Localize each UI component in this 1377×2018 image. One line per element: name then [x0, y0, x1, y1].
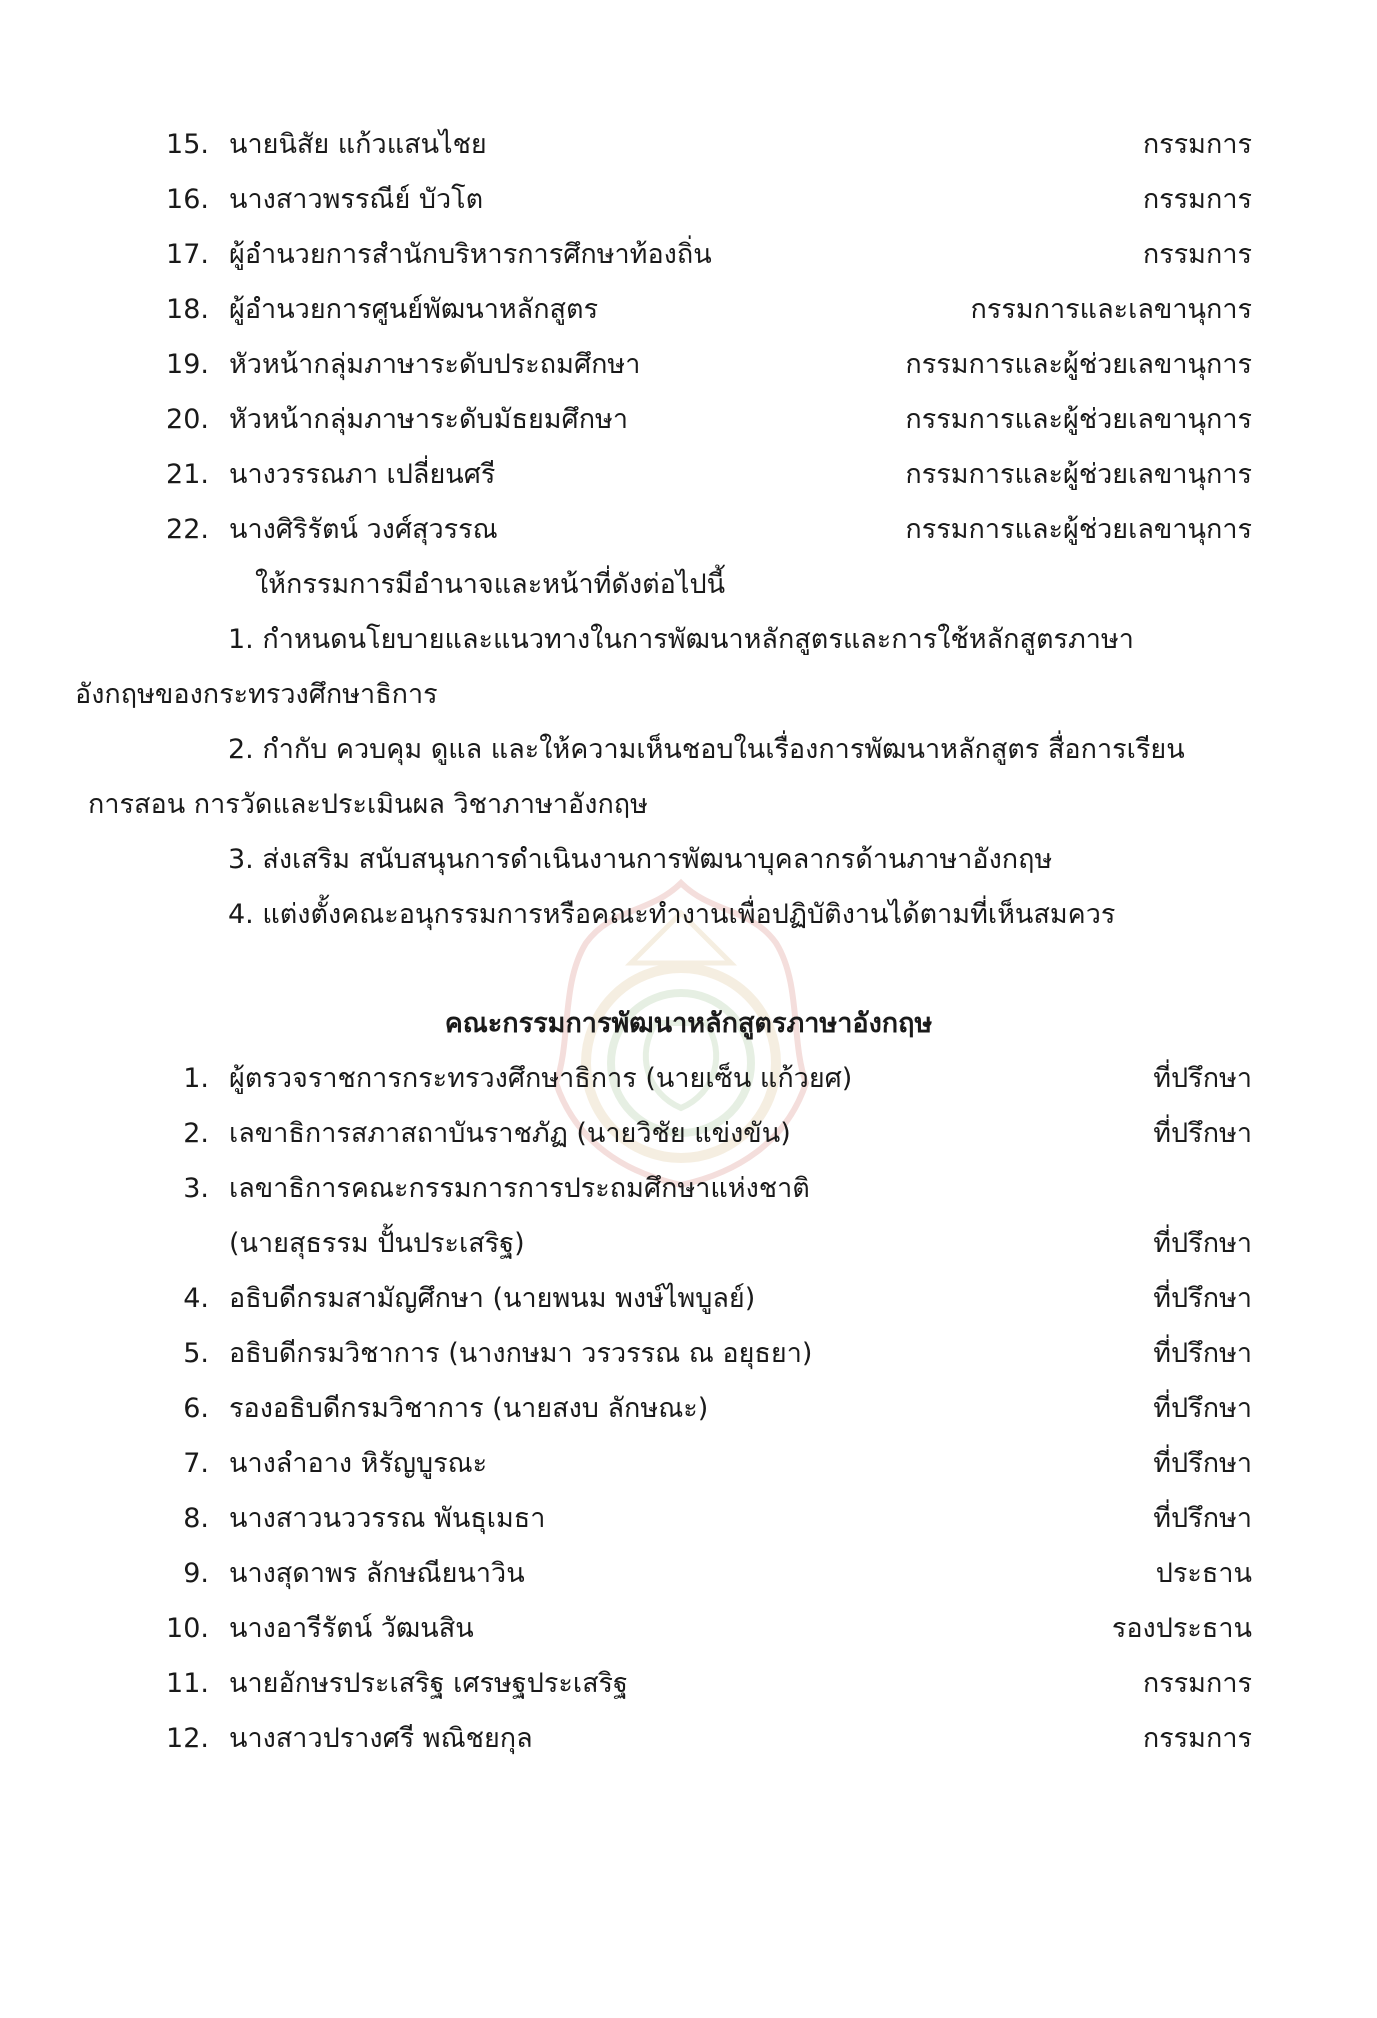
duty-item-continuation: การสอน การวัดและประเมินผล วิชาภาษาอังกฤษ [88, 789, 648, 820]
list-item [0, 502, 1377, 558]
member-role: ที่ปรึกษา [1153, 1393, 1252, 1424]
list-item [0, 172, 1377, 228]
item-number: 12. [166, 1723, 209, 1754]
duty-item: 2. กำกับ ควบคุม ดูแล และให้ความเห็นชอบในเรื่องการพัฒนาหลักสูตร สื่อการเรียน [228, 734, 1185, 765]
item-number: 11. [166, 1668, 209, 1699]
member-name: เลขาธิการสภาสถาบันราชภัฏ (นายวิชัย แข่งขัน) [229, 1118, 791, 1149]
list-item [0, 1601, 1377, 1657]
list-item [0, 1436, 1377, 1492]
list-item [0, 227, 1377, 283]
item-number: 20. [166, 404, 209, 435]
member-name: เลขาธิการคณะกรรมการการประถมศึกษาแห่งชาติ [229, 1173, 810, 1204]
list-item [0, 1711, 1377, 1767]
member-name: หัวหน้ากลุ่มภาษาระดับมัธยมศึกษา [229, 404, 629, 435]
item-number: 9. [183, 1558, 209, 1589]
member-role: กรรมการ [1142, 1723, 1252, 1754]
list-item [0, 117, 1377, 173]
member-name: นางสาวนววรรณ พันธุเมธา [229, 1503, 546, 1534]
list-item-continuation [0, 1216, 1377, 1272]
member-role: กรรมการ [1142, 184, 1252, 215]
member-role: ที่ปรึกษา [1153, 1063, 1252, 1094]
duty-item-continuation: อังกฤษของกระทรวงศึกษาธิการ [75, 679, 438, 710]
list-item [0, 447, 1377, 503]
duty-item: 4. แต่งตั้งคณะอนุกรรมการหรือคณะทำงานเพื่อปฏิบัติงานได้ตามที่เห็นสมควร [228, 899, 1116, 930]
member-name: นางสาวปรางศรี พณิชยกุล [229, 1723, 533, 1754]
member-role: กรรมการและผู้ช่วยเลขานุการ [905, 514, 1252, 545]
member-role: กรรมการและผู้ช่วยเลขานุการ [905, 404, 1252, 435]
list-item [0, 282, 1377, 338]
item-number: 2. [183, 1118, 209, 1149]
item-number: 8. [183, 1503, 209, 1534]
member-role: ที่ปรึกษา [1153, 1228, 1252, 1259]
item-number: 3. [183, 1173, 209, 1204]
member-name: รองอธิบดีกรมวิชาการ (นายสงบ ลักษณะ) [229, 1393, 709, 1424]
member-role: ที่ปรึกษา [1153, 1118, 1252, 1149]
duties-intro: ให้กรรมการมีอำนาจและหน้าที่ดังต่อไปนี้ [255, 569, 726, 600]
member-name: นางศิริรัตน์ วงศ์สุวรรณ [229, 514, 498, 545]
member-role: กรรมการ [1142, 239, 1252, 270]
list-item [0, 1326, 1377, 1382]
item-number: 7. [183, 1448, 209, 1479]
member-name: นางวรรณภา เปลี่ยนศรี [229, 459, 496, 490]
member-role: ประธาน [1155, 1558, 1252, 1589]
member-name: นางลำอาง หิรัญบูรณะ [229, 1448, 488, 1479]
member-name: หัวหน้ากลุ่มภาษาระดับประถมศึกษา [229, 349, 641, 380]
member-role: กรรมการและผู้ช่วยเลขานุการ [905, 349, 1252, 380]
list-item [0, 1051, 1377, 1107]
member-role: ที่ปรึกษา [1153, 1283, 1252, 1314]
member-role: กรรมการและผู้ช่วยเลขานุการ [905, 459, 1252, 490]
list-item [0, 1546, 1377, 1602]
item-number: 5. [183, 1338, 209, 1369]
member-name: นายนิสัย แก้วแสนไชย [229, 129, 487, 160]
item-number: 18. [166, 294, 209, 325]
member-name: นางสุดาพร ลักษณียนาวิน [229, 1558, 525, 1589]
list-item [0, 1656, 1377, 1712]
list-item [0, 1106, 1377, 1162]
member-role: รองประธาน [1111, 1613, 1252, 1644]
item-number: 15. [166, 129, 209, 160]
member-role: ที่ปรึกษา [1153, 1338, 1252, 1369]
member-name: นายอักษรประเสริฐ เศรษฐประเสริฐ [229, 1668, 628, 1699]
member-role: กรรมการ [1142, 1668, 1252, 1699]
item-number: 21. [166, 459, 209, 490]
member-role: ที่ปรึกษา [1153, 1503, 1252, 1534]
item-number: 17. [166, 239, 209, 270]
item-number: 19. [166, 349, 209, 380]
item-number: 1. [183, 1063, 209, 1094]
item-number: 22. [166, 514, 209, 545]
item-number: 6. [183, 1393, 209, 1424]
member-name: อธิบดีกรมวิชาการ (นางกษมา วรวรรณ ณ อยุธยา) [229, 1338, 813, 1369]
item-number: 4. [183, 1283, 209, 1314]
member-role: กรรมการและเลขานุการ [970, 294, 1252, 325]
member-name: อธิบดีกรมสามัญศึกษา (นายพนม พงษ์ไพบูลย์) [229, 1283, 756, 1314]
item-number: 10. [166, 1613, 209, 1644]
member-name: นางสาวพรรณีย์ บัวโต [229, 184, 484, 215]
section-heading: คณะกรรมการพัฒนาหลักสูตรภาษาอังกฤษ [444, 1008, 933, 1039]
list-item [0, 1271, 1377, 1327]
member-role: กรรมการ [1142, 129, 1252, 160]
member-role: ที่ปรึกษา [1153, 1448, 1252, 1479]
duty-item: 1. กำหนดนโยบายและแนวทางในการพัฒนาหลักสูตรและการใช้หลักสูตรภาษา [228, 624, 1134, 655]
list-item [0, 1381, 1377, 1437]
list-item [0, 1491, 1377, 1547]
list-item [0, 392, 1377, 448]
item-number: 16. [166, 184, 209, 215]
member-name: ผู้อำนวยการสำนักบริหารการศึกษาท้องถิ่น [229, 239, 712, 270]
member-name: นางอารีรัตน์ วัฒนสิน [229, 1613, 474, 1644]
list-item [0, 337, 1377, 393]
list-item [0, 1161, 1377, 1217]
duty-item: 3. ส่งเสริม สนับสนุนการดำเนินงานการพัฒนาบุคลากรด้านภาษาอังกฤษ [228, 844, 1053, 875]
member-name: ผู้ตรวจราชการกระทรวงศึกษาธิการ (นายเซ็น แก้วยศ) [229, 1063, 853, 1094]
member-name: (นายสุธรรม ปั้นประเสริฐ) [229, 1228, 525, 1259]
member-name: ผู้อำนวยการศูนย์พัฒนาหลักสูตร [229, 294, 599, 325]
